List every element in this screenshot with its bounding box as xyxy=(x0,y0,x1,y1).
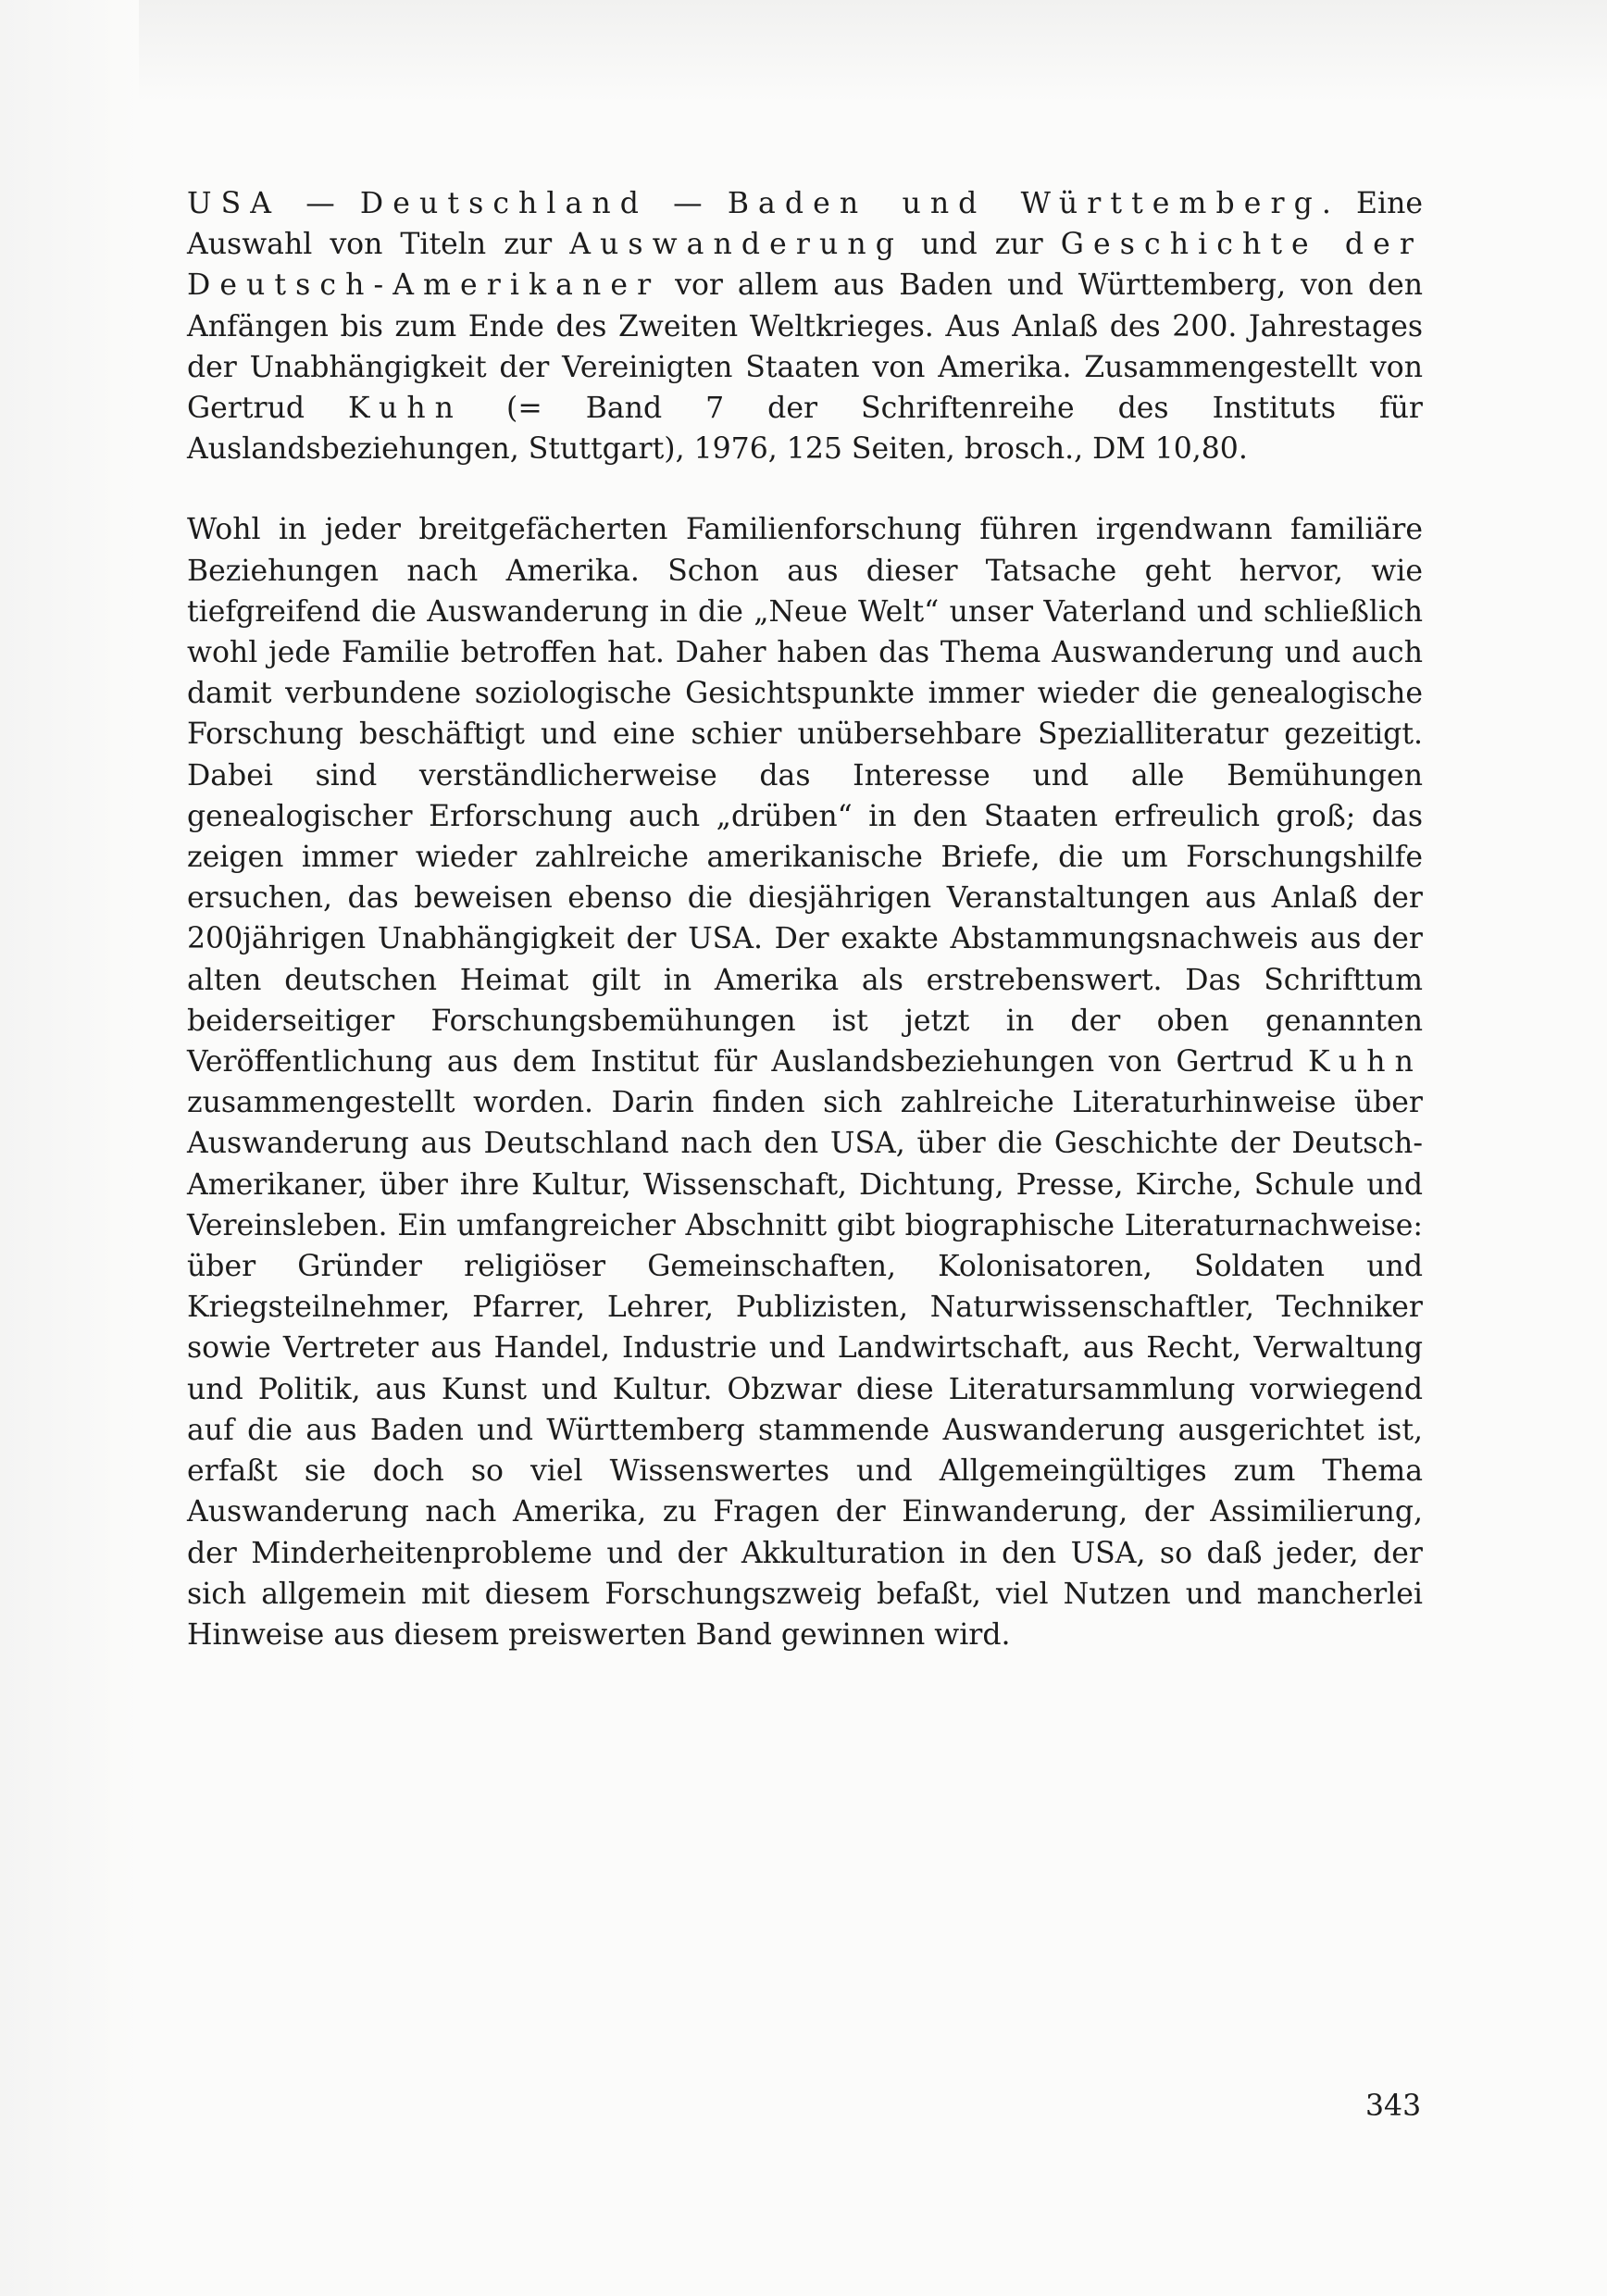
scan-shading-top xyxy=(0,0,1607,102)
title-dash: — xyxy=(648,187,728,220)
entry-text: . Eine Auswahl von Titeln zur xyxy=(187,187,1423,262)
entry-text: und zur xyxy=(903,228,1061,262)
entry-text: vor allem aus Baden und Württemberg, von den Anfängen bis zum Ende des Zweiten Weltkrieges. Aus Anlaß des 200. Jahrestages der Unabhängigkeit der Vereinigten Staaten von Amerika. Zusammengestellt von Gertrud xyxy=(187,268,1423,426)
author-surname: Kuhn xyxy=(348,392,464,426)
page-number: 343 xyxy=(1365,2090,1422,2123)
title-dash: — xyxy=(280,187,360,220)
entry-text: (= Band 7 der Schriftenreihe des Instituts für Auslandsbeziehungen, Stuttgart), 1976, 125 Seiten, brosch., DM 10,80. xyxy=(187,392,1423,467)
review-text: zusammengestellt worden. Darin finden sich zahlreiche Literaturhinweise über Auswanderung aus Deutschland nach den USA, über die Geschichte der Deutsch-Amerikaner, über ihre Kultur, Wissenschaft, Dichtung, Presse, Kirche, Schule und Vereinsleben. Ein umfangreicher Abschnitt gibt biographische Literaturnachweise: über Gründer religiöser Gemeinschaften, Kolonisatoren, Soldaten und Kriegsteilnehmer, Pfarrer, Lehrer, Publizisten, Naturwissenschaftler, Techniker sowie Vertreter aus Handel, Industrie und Landwirtschaft, aus Recht, Verwaltung und Politik, aus Kunst und Kultur. Obzwar diese Literatursammlung vorwiegend auf die aus Baden und Württemberg stammende Auswanderung ausgerichtet ist, erfaßt sie doch so viel Wissenswertes und Allgemeingültiges zum Thema Auswanderung nach Amerika, zu Fragen der Einwanderung, der Assimilierung, der Minderheitenprobleme und der Akkulturation in den USA, so daß jeder, der sich allgemein mit diesem Forschungszweig befaßt, viel Nutzen und mancherlei Hinweise aus diesem preiswerten Band gewinnen wird. xyxy=(187,1086,1423,1652)
author-surname: Kuhn xyxy=(1307,1045,1423,1079)
page-body xyxy=(187,183,1423,1655)
title-deutschland: Deutschland xyxy=(359,187,649,220)
review-paragraph xyxy=(187,509,1423,1655)
title-usa: USA xyxy=(187,187,281,220)
title-baden-wuerttemberg: Baden und Württemberg xyxy=(727,187,1322,220)
bibliography-entry xyxy=(187,183,1423,469)
emphasis-geschichte: Geschichte der Deutsch-Amerikaner xyxy=(187,228,1424,303)
scan-shading-left xyxy=(0,0,139,2296)
review-text: Wohl in jeder breitgefächerten Familienforschung führen irgendwann familiäre Beziehungen nach Amerika. Schon aus dieser Tatsache geht hervor, wie tiefgreifend die Auswanderung in die „Neue Welt“ unser Vaterland und schließlich wohl jede Familie betroffen hat. Daher haben das Thema Auswanderung und auch damit verbundene soziologische Gesichtspunkte immer wieder die genealogische Forschung beschäftigt und eine schier unübersehbare Spezialliteratur gezeitigt. Dabei sind verständlicherweise das Interesse und alle Bemühungen genealogischer Erforschung auch „drüben“ in den Staaten erfreulich groß; das zeigen immer wieder zahlreiche amerikanische Briefe, die um Forschungshilfe ersuchen, das beweisen ebenso die diesjährigen Veranstaltungen aus Anlaß der 200jährigen Unabhängigkeit der USA. Der exakte Abstammungsnachweis aus der alten deutschen Heimat gilt in Amerika als erstrebenswert. Das Schrifttum beiderseitiger Forschungsbemühungen ist jetzt in der oben genannten Veröffentlichung aus dem Institut für Auslandsbeziehungen von Gertrud xyxy=(187,513,1423,1079)
emphasis-auswanderung: Auswanderung xyxy=(569,228,903,262)
